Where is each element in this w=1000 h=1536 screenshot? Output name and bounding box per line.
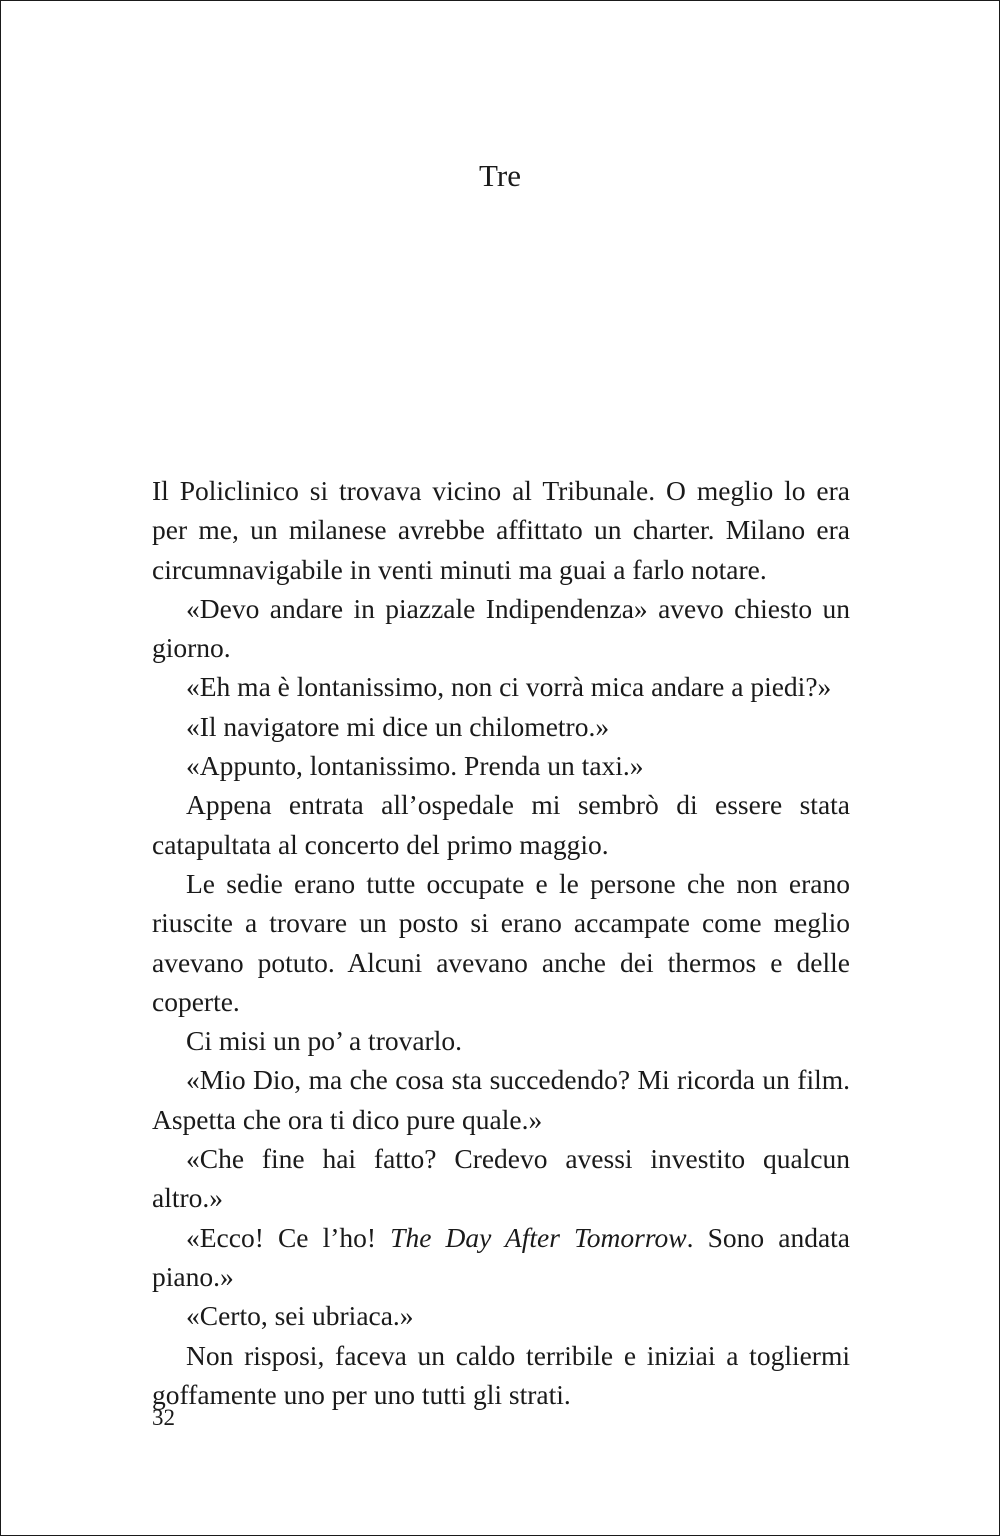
paragraph: «Mio Dio, ma che cosa sta succedendo? Mi ricorda un film. Aspetta che ora ti dico pure quale.» bbox=[152, 1064, 850, 1135]
paragraph: «Eh ma è lontanissimo, non ci vorrà mica andare a piedi?» bbox=[186, 671, 832, 703]
page-number: 32 bbox=[152, 1405, 175, 1430]
chapter-title: Tre bbox=[479, 158, 521, 193]
paragraph: Le sedie erano tutte occupate e le persone che non erano riuscite a trovare un posto si erano accampate come meglio avevano potuto. Alcuni avevano anche dei thermos e delle coperte. bbox=[152, 867, 850, 1017]
body-text bbox=[152, 471, 850, 1414]
paragraph: Appena entrata all’ospedale mi sembrò di essere stata catapultata al concerto del primo maggio. bbox=[152, 789, 850, 860]
paragraph: «Devo andare in piazzale Indipendenza» avevo chiesto un giorno. bbox=[152, 592, 850, 664]
paragraph-text: «Ecco! Ce l’ho! bbox=[186, 1221, 391, 1253]
paragraph bbox=[152, 1218, 850, 1297]
paragraph: Non risposi, faceva un caldo terribile e iniziai a togliermi goffamente uno per uno tutti gli strati. bbox=[152, 1339, 850, 1410]
paragraph: «Appunto, lontanissimo. Prenda un taxi.» bbox=[186, 750, 644, 782]
paragraph: Ci misi un po’ a trovarlo. bbox=[186, 1025, 462, 1057]
paragraph: Il Policlinico si trovava vicino al Tribunale. O meglio lo era per me, un milanese avrebbe affittato un charter. Milano era circumnavigabile in venti minuti ma guai a farlo notare. bbox=[152, 475, 850, 585]
film-title: The Day After Tomorrow bbox=[390, 1221, 687, 1253]
paragraph: «Il navigatore mi dice un chilometro.» bbox=[186, 710, 610, 742]
paragraph: «Certo, sei ubriaca.» bbox=[186, 1300, 414, 1332]
paragraph: «Che fine hai fatto? Credevo avessi investito qualcun altro.» bbox=[152, 1143, 850, 1214]
paragraph-text: . Sono andata piano.» bbox=[152, 1221, 850, 1292]
